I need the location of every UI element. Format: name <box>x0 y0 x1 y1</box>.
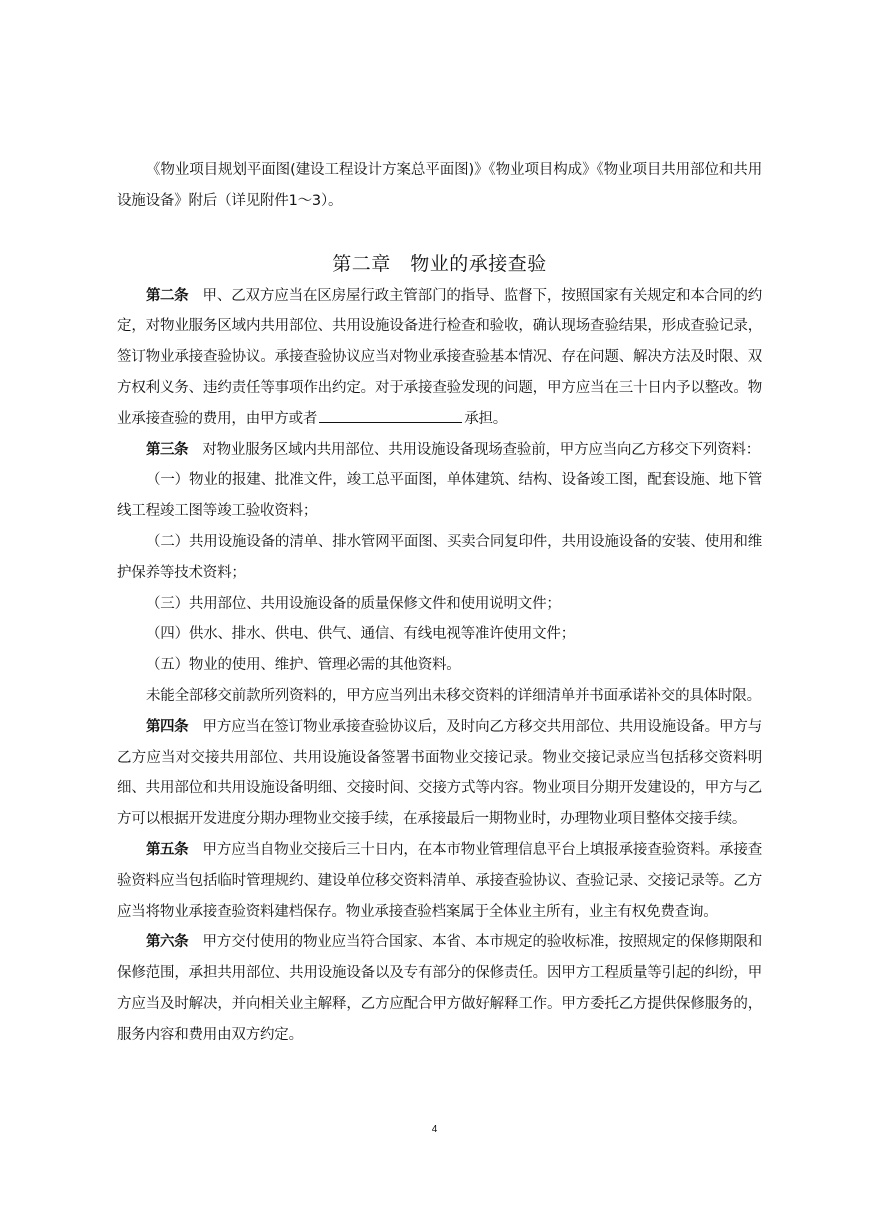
article-4-body: 甲方应当在签订物业承接查验协议后，及时向乙方移交共用部位、共用设施设备。甲方与乙方应当对交接共用部位、共用设施设备签署书面物业交接记录。物业交接记录应当包括移交资料明细、共用部位和共用设施设备明细、交接时间、交接方式等内容。物业项目分期开发建设的，甲方与乙方可以根据开发进度分期办理物业交接手续，在承接最后一期物业时，办理物业项目整体交接手续。 <box>117 718 763 828</box>
article-3-item-5: （五）物业的使用、维护、管理必需的其他资料。 <box>146 657 461 674</box>
article-5-title: 第五条 <box>146 841 189 858</box>
article-5 <box>117 835 762 927</box>
article-6-title: 第六条 <box>146 934 189 951</box>
page-number: 4 <box>431 1124 438 1135</box>
article-2-body: 甲、乙双方应当在区房屋行政主管部门的指导、监督下，按照国家有关规定和本合同的约定，对物业服务区域内共用部位、共用设施设备进行检查和验收，确认现场查验结果，形成查验记录，签订物业承接查验协议。承接查验协议应当对物业承接查验基本情况、存在问题、解决方法及时限、双方权利义务、违约责任等事项作出约定。对于承接查验发现的问题，甲方应当在三十日内予以整改。物业承接查验的费用，由甲方或者 <box>117 287 763 427</box>
article-3-body: 对物业服务区域内共用部位、共用设施设备现场查验前，甲方应当向乙方移交下列资料： <box>202 441 761 458</box>
article-4 <box>117 712 762 835</box>
article-3-item-4: （四）供水、排水、供电、供气、通信、有线电视等准许使用文件； <box>146 626 575 643</box>
article-6-body: 甲方交付使用的物业应当符合国家、本省、本市规定的验收标准，按照规定的保修期限和保修范围，承担共用部位、共用设施设备以及专有部分的保修责任。因甲方工程质量等引起的纠纷，甲方应当及时解决，并向相关业主解释，乙方应配合甲方做好解释工作。甲方委托乙方提供保修服务的，服务内容和费用由双方约定。 <box>117 934 763 1043</box>
article-2-body-end: 承担。 <box>464 410 508 427</box>
article-5-body: 甲方应当自物业交接后三十日内，在本市物业管理信息平台上填报承接查验资料。承接查验资料应当包括临时管理规约、建设单位移交资料清单、承接查验协议、查验记录、交接记录等。乙方应当将物业承接查验资料建档保存。物业承接查验档案属于全体业主所有，业主有权免费查询。 <box>117 841 763 920</box>
article-2 <box>117 281 762 435</box>
article-4-title: 第四条 <box>146 718 189 735</box>
article-3-item-1: （一）物业的报建、批准文件，竣工总平面图，单体建筑、结构、设备竣工图，配套设施、地下管线工程竣工图等竣工验收资料； <box>117 472 762 520</box>
article-3-title: 第三条 <box>146 441 188 458</box>
page-content <box>117 155 762 1051</box>
intro-paragraph: 《物业项目规划平面图(建设工程设计方案总平面图)》《物业项目构成》《物业项目共用部位和共用设施设备》附后（详见附件1～3）。 <box>117 162 762 209</box>
fill-in-blank-line <box>319 405 462 423</box>
article-2-title: 第二条 <box>146 287 189 304</box>
article-6 <box>117 927 762 1050</box>
article-3 <box>117 435 762 466</box>
chapter-heading: 第二章 物业的承接查验 <box>332 252 547 275</box>
article-3-item-3: （三）共用部位、共用设施设备的质量保修文件和使用说明文件； <box>146 595 561 612</box>
article-3-item-2: （二）共用设施设备的清单、排水管网平面图、买卖合同复印件，共用设施设备的安装、使用和维护保养等技术资料； <box>117 533 762 581</box>
article-3-note: 未能全部移交前款所列资料的，甲方应当列出未移交资料的详细清单并书面承诺补交的具体时限。 <box>146 687 761 704</box>
